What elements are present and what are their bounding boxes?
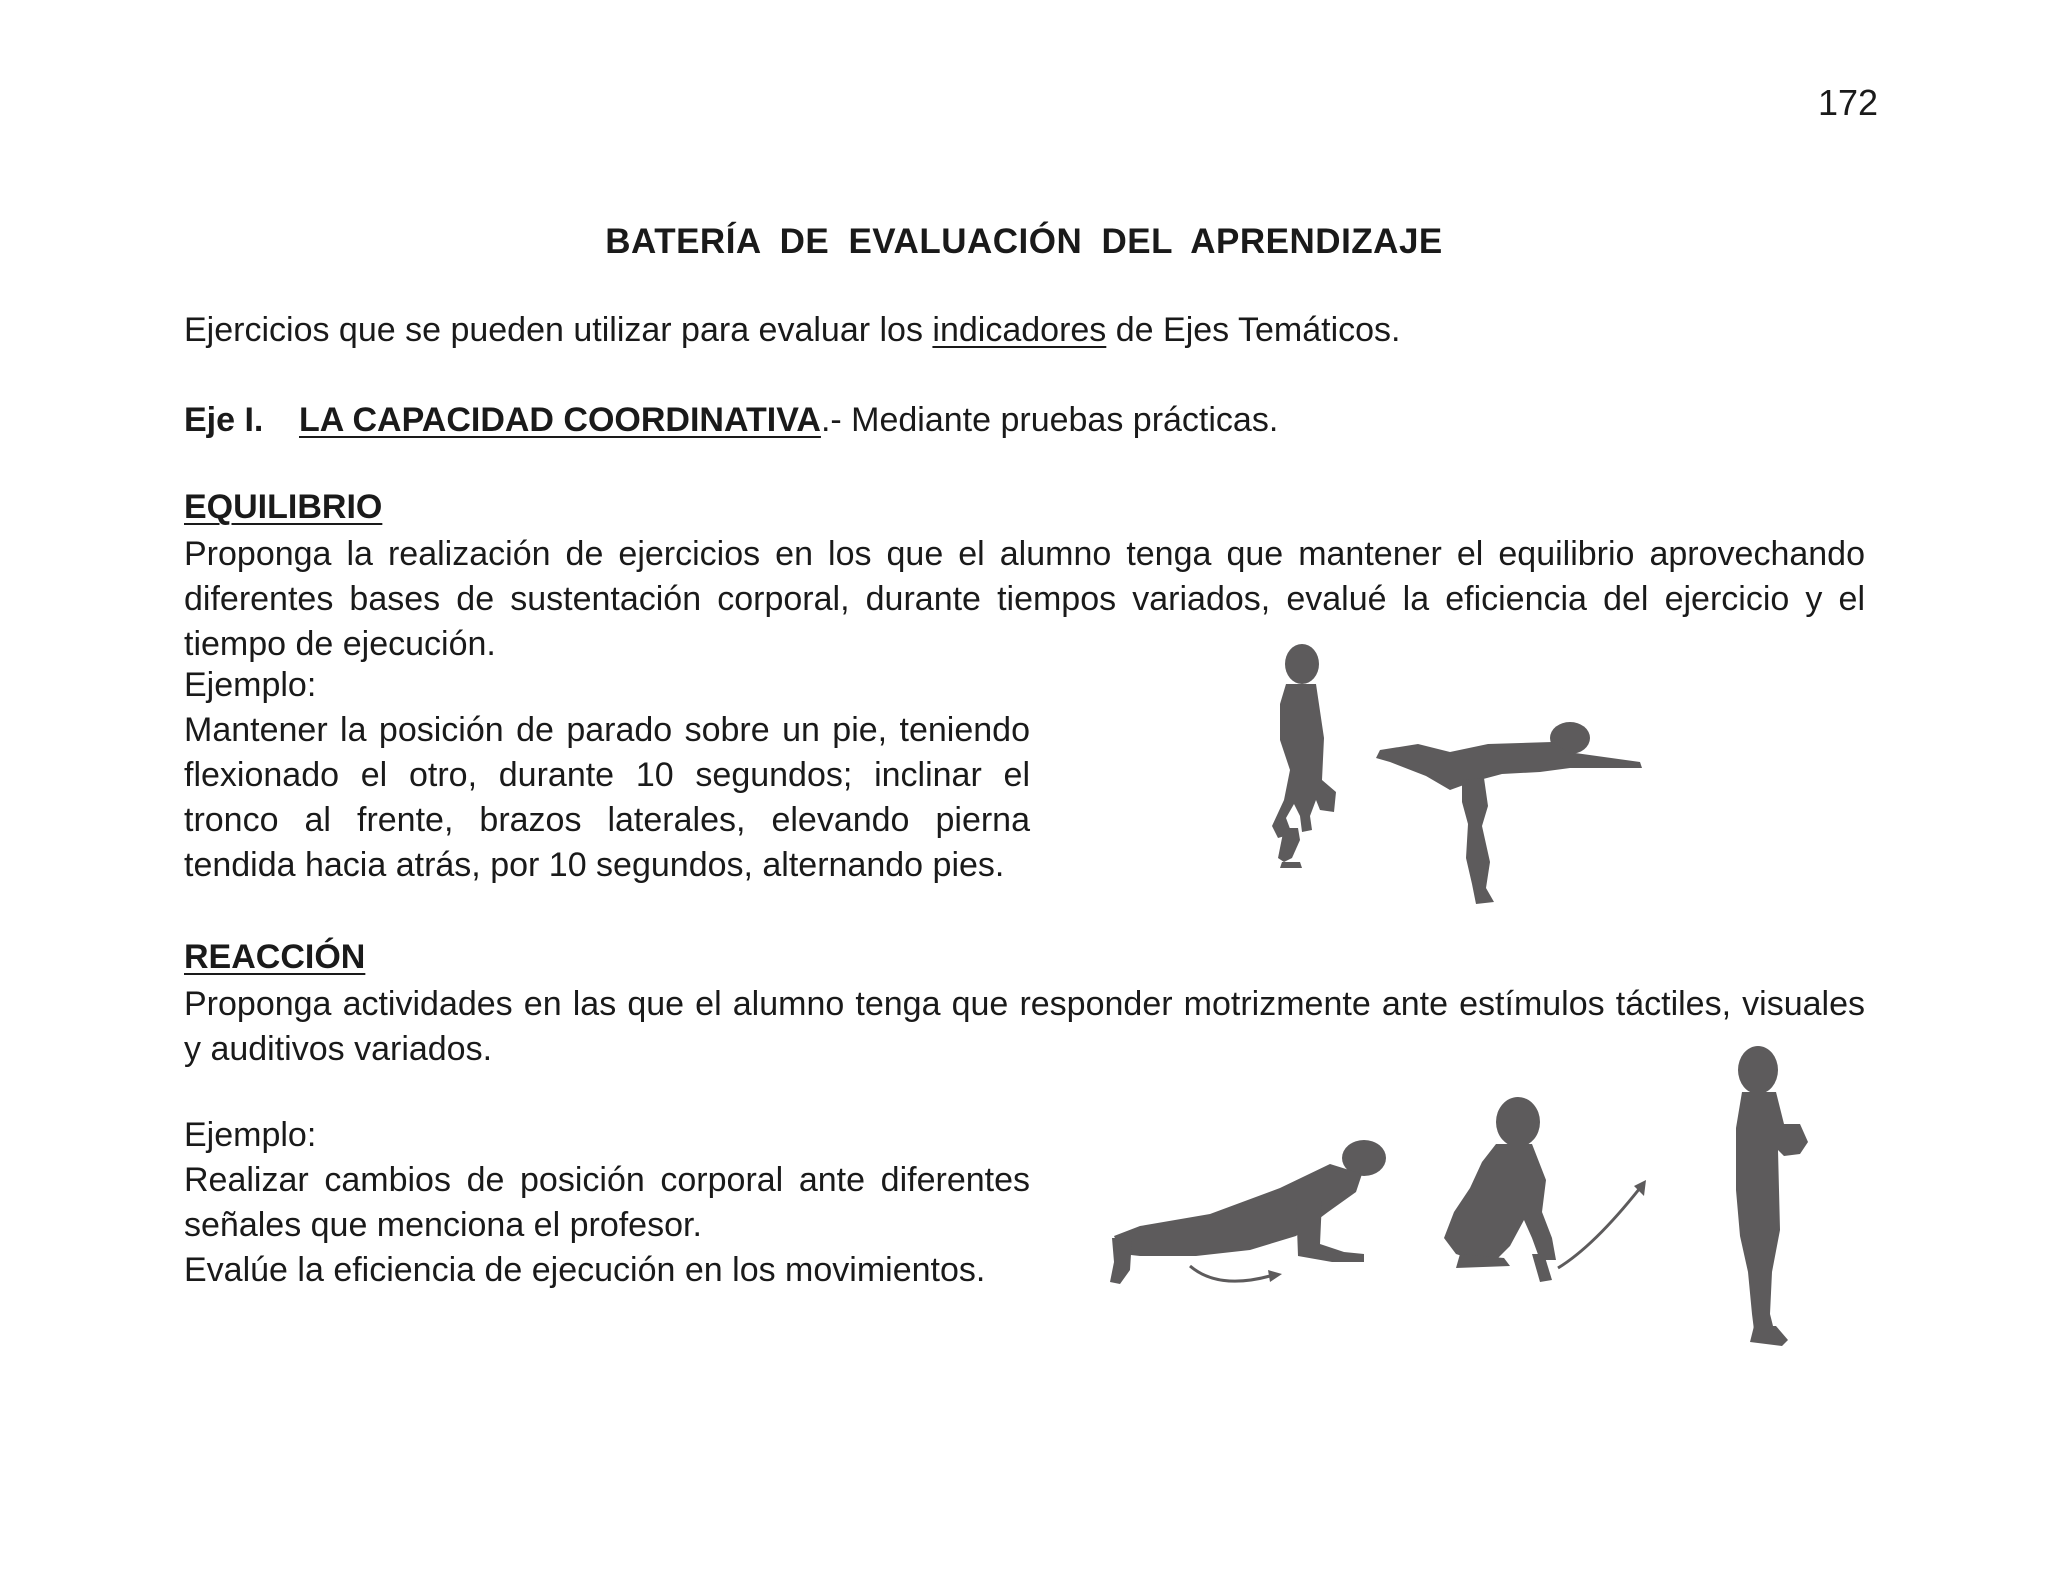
eje-line [184,398,1278,443]
page-title: BATERÍA DE EVALUACIÓN DEL APRENDIZAJE [605,222,1443,261]
section-heading-equilibrio: EQUILIBRIO [184,488,383,526]
section-heading-reaccion: REACCIÓN [184,938,366,976]
example-text-reaccion: Realizar cambios de posición corporal ante diferentes señales que menciona el profesor. [184,1161,1030,1244]
reaction-figures-illustration [1100,1040,1820,1370]
intro-after: de Ejes Temáticos. [1106,311,1401,349]
intro-line [184,308,1401,353]
section-description-reaccion: Proponga actividades en las que el alumno tenga que responder motrizmente ante estímulos táctiles, visuales y auditivos variados. [184,985,1865,1068]
example-text-reaccion-2: Evalúe la eficiencia de ejecución en los movimientos. [184,1251,986,1289]
eje-heading: LA CAPACIDAD COORDINATIVA [299,401,821,439]
page-number: 172 [1818,82,1879,123]
child-arabesque-figure [1376,722,1642,904]
eje-suffix: .- Mediante pruebas prácticas. [820,401,1279,439]
child-standing-figure [1736,1046,1808,1346]
eje-label: Eje I. [184,401,264,439]
intro-before: Ejercicios que se pueden utilizar para evaluar los [184,311,933,349]
example-label-reaccion: Ejemplo: [184,1116,317,1154]
child-one-foot-balance-figure [1272,644,1336,868]
example-text-equilibrio: Mantener la posición de parado sobre un pie, teniendo flexionado el otro, durante 10 segundos; inclinar el tronco al frente, brazos laterales, elevando pierna tendida hacia atrás, por 10 segundos, alternando pies. [184,711,1030,884]
balance-figures-illustration [1240,640,1660,910]
child-push-up-figure [1110,1140,1386,1284]
intro-underlined: indicadores [932,311,1107,349]
example-label-equilibrio: Ejemplo: [184,666,317,704]
child-crouch-figure [1444,1097,1646,1282]
section-description-equilibrio: Proponga la realización de ejercicios en los que el alumno tenga que mantener el equilibrio aprovechando diferentes bases de sustentación corporal, durante tiempos variados, evalué la eficiencia del ejercicio y el tiempo de ejecución. [184,535,1865,663]
